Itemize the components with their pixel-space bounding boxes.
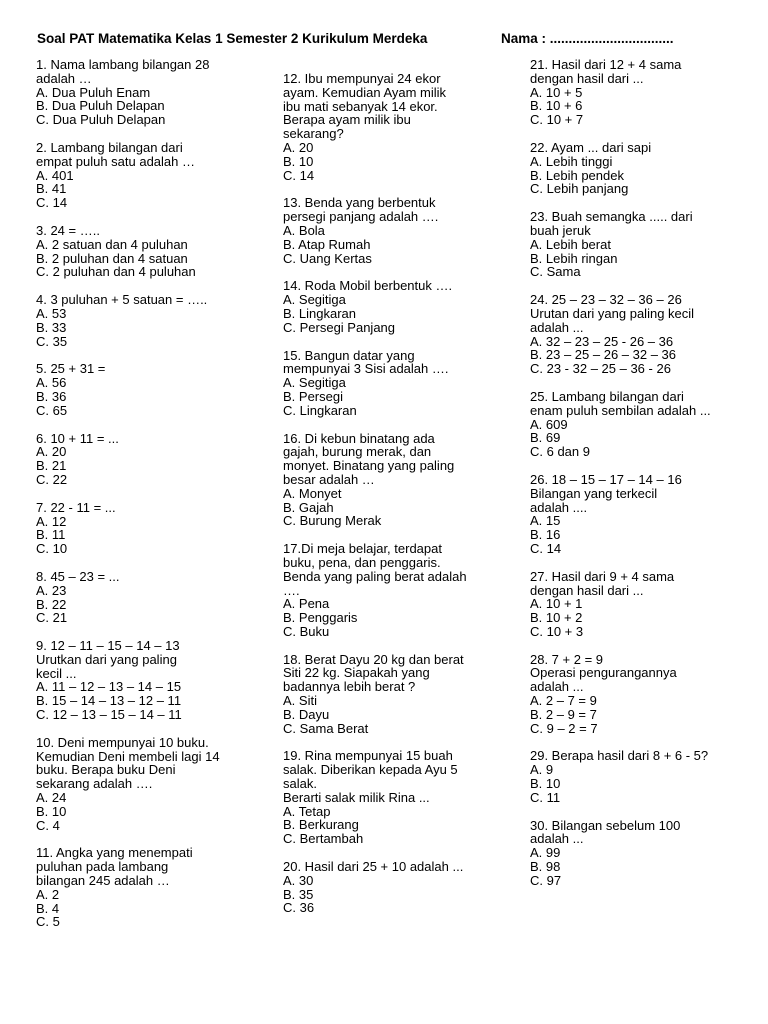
question-text: 16. Di kebun binatang ada gajah, burung merak, dan monyet. Binatang yang paling besar adalah … <box>283 430 455 487</box>
answer-option: C. 23 - 32 – 25 – 36 - 26 <box>530 361 671 377</box>
answer-option: C. Uang Kertas <box>283 250 372 266</box>
answer-option: C. 4 <box>36 817 60 833</box>
answer-option: C. 14 <box>283 167 315 183</box>
answer-option: A. 24 <box>36 790 67 806</box>
question-block <box>283 653 507 736</box>
answer-option: C. Burung Merak <box>283 513 382 529</box>
answer-option: A. 9 <box>530 762 554 778</box>
answer-option: C. Persegi Panjang <box>283 319 396 335</box>
answer-option: C. Sama <box>530 264 581 280</box>
question-block <box>36 224 268 279</box>
question-block <box>283 432 507 529</box>
question-block <box>36 432 268 487</box>
answer-option: B. 16 <box>530 527 561 543</box>
answer-option: C. 36 <box>283 900 315 916</box>
answer-option: A. 2 <box>36 886 60 902</box>
answer-option: C. 21 <box>36 610 68 626</box>
answer-option: A. Tetap <box>283 803 331 819</box>
question-text: 6. 10 + 11 = ... <box>36 430 119 446</box>
question-column-2 <box>283 72 507 929</box>
question-text: 17.Di meja belajar, terdapat buku, pena, dan penggaris. Benda yang paling berat adalah …. <box>283 541 467 598</box>
question-text: 7. 22 - 11 = ... <box>36 499 116 515</box>
question-block <box>36 58 268 127</box>
question-text: 1. Nama lambang bilangan 28 adalah … <box>36 57 210 86</box>
question-text: 3. 24 = ….. <box>36 222 100 238</box>
answer-option: C. 22 <box>36 471 68 487</box>
answer-option: A. Segitiga <box>283 375 346 391</box>
answer-option: A. 11 – 12 – 13 – 14 – 15 <box>36 679 182 695</box>
question-text: 2. Lambang bilangan dari empat puluh satu adalah … <box>36 139 195 169</box>
answer-option: B. 11 <box>36 527 66 543</box>
question-block <box>283 72 507 182</box>
question-block <box>530 390 758 459</box>
answer-option: C. Lebih panjang <box>530 181 629 197</box>
question-block <box>530 819 758 888</box>
answer-option: A. 20 <box>36 444 67 460</box>
question-block <box>36 846 268 929</box>
question-text: 10. Deni mempunyai 10 buku. Kemudian Deni membeli lagi 14 buku. Berapa buku Deni sekarang adalah …. <box>36 734 220 792</box>
question-text: 29. Berapa hasil dari 8 + 6 - 5? <box>530 748 709 764</box>
answer-option: A. 30 <box>283 872 314 888</box>
answer-option: A. Lebih tinggi <box>530 153 613 169</box>
answer-option: A. 10 + 1 <box>530 596 583 612</box>
answer-option: C. Sama Berat <box>283 720 369 736</box>
answer-option: C. 10 <box>36 541 68 557</box>
question-block <box>530 210 758 279</box>
answer-option: B. 10 <box>530 776 561 792</box>
answer-option: B. Dua Puluh Delapan <box>36 98 165 114</box>
question-block <box>283 279 507 334</box>
question-text: 25. Lambang bilangan dari enam puluh sembilan adalah ... <box>530 388 711 418</box>
answer-option: A. Siti <box>283 693 317 709</box>
answer-option: B. 2 puluhan dan 4 satuan <box>36 250 188 266</box>
answer-option: A. 12 <box>36 513 67 529</box>
question-text: 15. Bangun datar yang mempunyai 3 Sisi adalah …. <box>283 347 449 377</box>
question-block <box>36 293 268 348</box>
answer-option: B. Penggaris <box>283 610 358 626</box>
answer-option: C. 12 – 13 – 15 – 14 – 11 <box>36 707 182 723</box>
answer-option: B. Persegi <box>283 388 343 404</box>
answer-option: A. 99 <box>530 845 561 861</box>
answer-option: A. Segitiga <box>283 292 346 308</box>
name-field <box>501 31 674 46</box>
answer-option: B. 36 <box>36 388 67 404</box>
answer-option: A. Lebih berat <box>530 236 611 252</box>
answer-option: A. 56 <box>36 375 67 391</box>
answer-option: B. 33 <box>36 319 67 335</box>
answer-option: C. 2 puluhan dan 4 puluhan <box>36 264 196 280</box>
answer-option: B. Dayu <box>283 706 330 722</box>
answer-option: B. 10 <box>36 803 67 819</box>
answer-option: B. 10 <box>283 153 314 169</box>
question-block <box>283 542 507 639</box>
question-block <box>36 736 268 833</box>
answer-option: C. 11 <box>530 789 561 805</box>
answer-option: C. Bertambah <box>283 831 364 847</box>
answer-option: B. 98 <box>530 859 561 875</box>
answer-option: A. 401 <box>36 167 74 183</box>
answer-option: C. 10 + 3 <box>530 623 584 639</box>
question-text: 22. Ayam ... dari sapi <box>530 139 652 155</box>
question-block <box>530 293 758 376</box>
question-block <box>36 362 268 417</box>
answer-option: C. Dua Puluh Delapan <box>36 112 166 128</box>
answer-option: B. Lingkaran <box>283 305 356 321</box>
question-text: 28. 7 + 2 = 9 Operasi pengurangannya adalah ... <box>530 651 677 695</box>
answer-option: C. 14 <box>36 195 68 211</box>
answer-option: B. 15 – 14 – 13 – 12 – 11 <box>36 693 182 709</box>
answer-option: A. 20 <box>283 139 314 155</box>
answer-option: B. 4 <box>36 900 60 916</box>
answer-option: A. Bola <box>283 222 325 238</box>
question-text: 18. Berat Dayu 20 kg dan berat Siti 22 kg. Siapakah yang badannya lebih berat ? <box>283 651 464 695</box>
question-block <box>36 639 268 722</box>
question-text: 5. 25 + 31 = <box>36 361 106 377</box>
answer-option: A. Dua Puluh Enam <box>36 84 151 100</box>
question-column-1 <box>36 58 268 943</box>
answer-option: B. 10 + 2 <box>530 610 583 626</box>
answer-option: C. 35 <box>36 333 68 349</box>
answer-option: B. Gajah <box>283 499 334 515</box>
answer-option: A. 15 <box>530 513 561 529</box>
question-text: 30. Bilangan sebelum 100 adalah ... <box>530 817 681 847</box>
question-text: 20. Hasil dari 25 + 10 adalah ... <box>283 859 464 875</box>
question-block <box>36 141 268 210</box>
question-block <box>283 860 507 915</box>
answer-option: B. 22 <box>36 596 67 612</box>
question-block <box>36 501 268 556</box>
answer-option: C. Buku <box>283 623 330 639</box>
question-text: 8. 45 – 23 = ... <box>36 568 120 584</box>
question-block <box>530 473 758 556</box>
question-text: 26. 18 – 15 – 17 – 14 – 16 Bilangan yang terkecil adalah .... <box>530 471 682 515</box>
answer-option: C. Lingkaran <box>283 402 357 418</box>
answer-option: B. Berkurang <box>283 817 359 833</box>
name-blank: ................................. <box>549 31 674 46</box>
answer-option: B. Lebih ringan <box>530 250 618 266</box>
answer-option: B. 23 – 25 – 26 – 32 – 36 <box>530 347 677 363</box>
question-column-3 <box>530 58 758 902</box>
question-block <box>530 141 758 196</box>
answer-option: C. 9 – 2 = 7 <box>530 720 598 736</box>
answer-option: C. 65 <box>36 402 68 418</box>
question-block <box>36 570 268 625</box>
answer-option: A. 53 <box>36 305 67 321</box>
question-text: 27. Hasil dari 9 + 4 sama dengan hasil dari ... <box>530 568 675 598</box>
question-block <box>530 58 758 127</box>
answer-option: C. 97 <box>530 872 562 888</box>
question-text: 9. 12 – 11 – 15 – 14 – 13 Urutkan dari yang paling kecil ... <box>36 638 180 681</box>
question-text: 19. Rina mempunyai 15 buah salak. Diberikan kepada Ayu 5 salak. Berarti salak milik Rina ... <box>283 748 458 805</box>
question-block <box>530 749 758 804</box>
answer-option: A. Monyet <box>283 485 342 501</box>
name-label: Nama : <box>501 31 547 46</box>
question-block <box>530 570 758 639</box>
question-block <box>530 653 758 736</box>
answer-option: A. 609 <box>530 416 568 432</box>
answer-option: A. 2 satuan dan 4 puluhan <box>36 236 188 252</box>
answer-option: A. Pena <box>283 596 330 612</box>
answer-option: B. 35 <box>283 886 314 902</box>
answer-option: C. 14 <box>530 540 562 556</box>
answer-option: B. 10 + 6 <box>530 98 583 114</box>
answer-option: B. 21 <box>36 458 67 474</box>
question-text: 12. Ibu mempunyai 24 ekor ayam. Kemudian Ayam milik ibu mati sebanyak 14 ekor. Berapa ayam milik ibu sekarang? <box>283 71 447 142</box>
answer-option: A. 23 <box>36 582 67 598</box>
answer-option: B. Atap Rumah <box>283 236 371 252</box>
answer-option: B. Lebih pendek <box>530 167 624 183</box>
answer-option: C. 10 + 7 <box>530 112 584 128</box>
question-text: 11. Angka yang menempati puluhan pada lambang bilangan 245 adalah … <box>36 845 193 889</box>
question-text: 23. Buah semangka ..... dari buah jeruk <box>530 209 693 238</box>
question-text: 13. Benda yang berbentuk persegi panjang adalah …. <box>283 195 439 225</box>
question-text: 4. 3 puluhan + 5 satuan = ….. <box>36 292 208 308</box>
worksheet-title: Soal PAT Matematika Kelas 1 Semester 2 Kurikulum Merdeka <box>37 31 428 46</box>
answer-option: A. 32 – 23 – 25 - 26 – 36 <box>530 333 674 349</box>
question-text: 24. 25 – 23 – 32 – 36 – 26 Urutan dari yang paling kecil adalah ... <box>530 292 695 335</box>
answer-option: C. 6 dan 9 <box>530 444 590 460</box>
question-block <box>283 349 507 418</box>
answer-option: B. 2 – 9 = 7 <box>530 706 597 722</box>
answer-option: A. 2 – 7 = 9 <box>530 693 597 709</box>
question-block <box>283 196 507 265</box>
question-text: 14. Roda Mobil berbentuk …. <box>283 278 453 294</box>
question-text: 21. Hasil dari 12 + 4 sama dengan hasil dari ... <box>530 57 682 86</box>
answer-option: B. 41 <box>36 181 67 197</box>
question-block <box>283 749 507 846</box>
answer-option: C. 5 <box>36 914 60 930</box>
answer-option: B. 69 <box>530 430 561 446</box>
answer-option: A. 10 + 5 <box>530 84 583 100</box>
